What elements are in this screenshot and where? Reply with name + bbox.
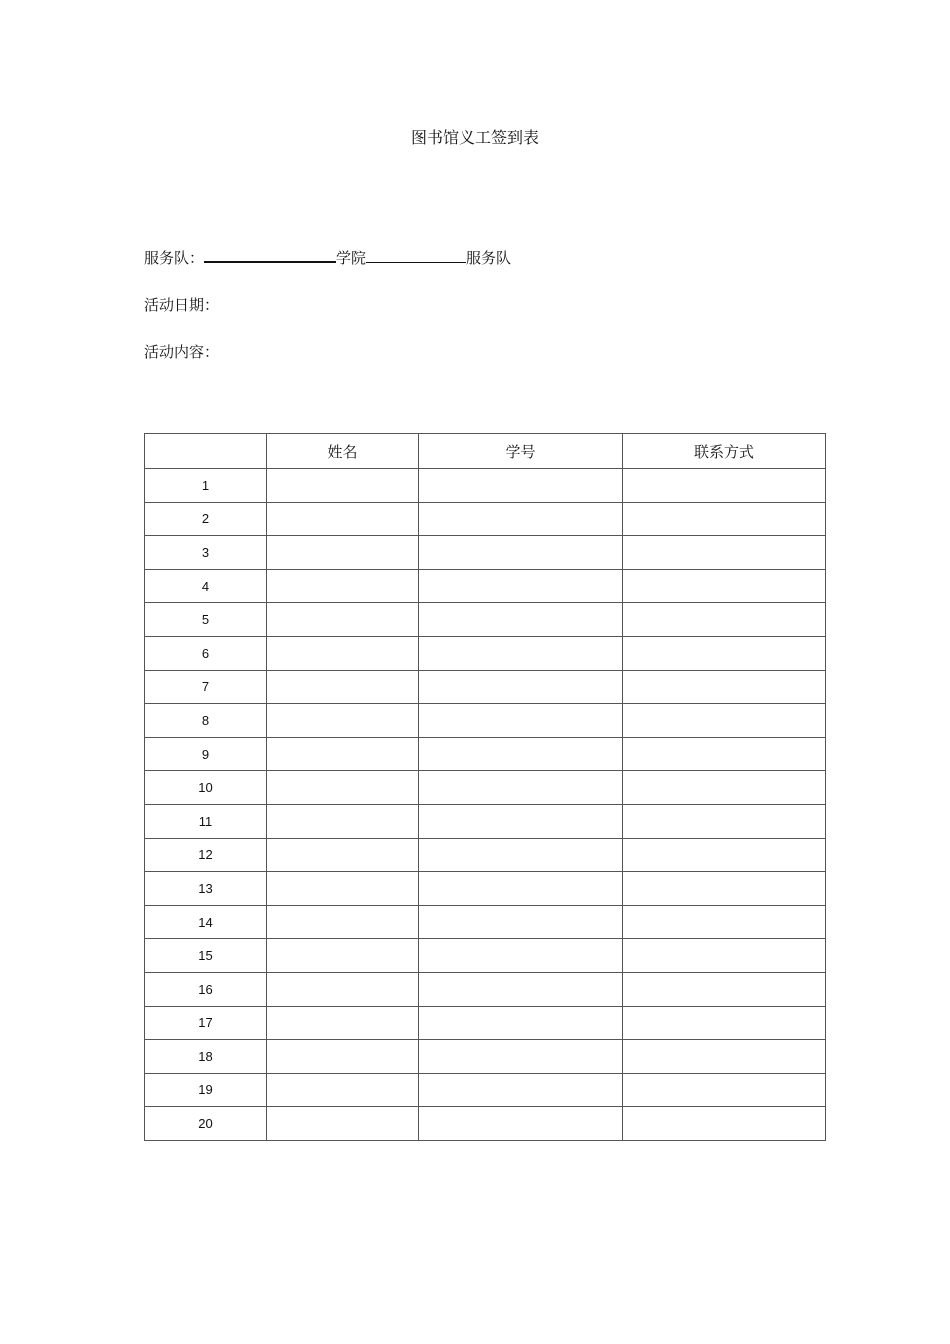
- contact-cell[interactable]: [623, 972, 826, 1006]
- name-cell[interactable]: [267, 1073, 419, 1107]
- date-line: [144, 294, 219, 316]
- table-row: [145, 838, 826, 872]
- student-id-cell[interactable]: [419, 905, 623, 939]
- header-index: [145, 434, 267, 469]
- student-id-cell[interactable]: [419, 536, 623, 570]
- student-id-cell[interactable]: [419, 603, 623, 637]
- table-row: [145, 872, 826, 906]
- row-number: 10: [145, 771, 267, 805]
- row-number: 8: [145, 704, 267, 738]
- team-suffix-label: 服务队: [466, 249, 512, 267]
- row-number: 13: [145, 872, 267, 906]
- contact-cell[interactable]: [623, 536, 826, 570]
- name-cell[interactable]: [267, 771, 419, 805]
- name-cell[interactable]: [267, 905, 419, 939]
- name-cell[interactable]: [267, 670, 419, 704]
- signin-table: [144, 433, 826, 1141]
- row-number: 16: [145, 972, 267, 1006]
- table-body: [145, 469, 826, 1141]
- table-row: [145, 771, 826, 805]
- row-number: 20: [145, 1107, 267, 1141]
- student-id-cell[interactable]: [419, 972, 623, 1006]
- name-cell[interactable]: [267, 603, 419, 637]
- row-number: 15: [145, 939, 267, 973]
- table-row: [145, 603, 826, 637]
- name-cell[interactable]: [267, 872, 419, 906]
- college-blank-field[interactable]: [204, 247, 336, 263]
- table-row: [145, 939, 826, 973]
- name-cell[interactable]: [267, 536, 419, 570]
- row-number: 19: [145, 1073, 267, 1107]
- row-number: 1: [145, 469, 267, 503]
- name-cell[interactable]: [267, 704, 419, 738]
- row-number: 7: [145, 670, 267, 704]
- team-line: [144, 247, 511, 269]
- contact-cell[interactable]: [623, 469, 826, 503]
- contact-cell[interactable]: [623, 603, 826, 637]
- row-number: 3: [145, 536, 267, 570]
- contact-cell[interactable]: [623, 838, 826, 872]
- header-name: 姓名: [267, 434, 419, 469]
- name-cell[interactable]: [267, 469, 419, 503]
- name-cell[interactable]: [267, 939, 419, 973]
- table-row: [145, 469, 826, 503]
- student-id-cell[interactable]: [419, 838, 623, 872]
- table-row: [145, 1073, 826, 1107]
- contact-cell[interactable]: [623, 872, 826, 906]
- contact-cell[interactable]: [623, 704, 826, 738]
- row-number: 12: [145, 838, 267, 872]
- contact-cell[interactable]: [623, 905, 826, 939]
- table-row: [145, 905, 826, 939]
- contact-cell[interactable]: [623, 1040, 826, 1074]
- name-cell[interactable]: [267, 636, 419, 670]
- student-id-cell[interactable]: [419, 1040, 623, 1074]
- student-id-cell[interactable]: [419, 737, 623, 771]
- table-row: [145, 737, 826, 771]
- contact-cell[interactable]: [623, 670, 826, 704]
- row-number: 11: [145, 804, 267, 838]
- name-cell[interactable]: [267, 1040, 419, 1074]
- student-id-cell[interactable]: [419, 704, 623, 738]
- student-id-cell[interactable]: [419, 1107, 623, 1141]
- contact-cell[interactable]: [623, 636, 826, 670]
- table-row: [145, 502, 826, 536]
- student-id-cell[interactable]: [419, 771, 623, 805]
- table-header-row: [145, 434, 826, 469]
- page-title: 图书馆义工签到表: [410, 128, 539, 147]
- contact-cell[interactable]: [623, 1107, 826, 1141]
- contact-cell[interactable]: [623, 502, 826, 536]
- student-id-cell[interactable]: [419, 670, 623, 704]
- student-id-cell[interactable]: [419, 1006, 623, 1040]
- table-row: [145, 1107, 826, 1141]
- name-cell[interactable]: [267, 502, 419, 536]
- contact-cell[interactable]: [623, 804, 826, 838]
- header-student-id: 学号: [419, 434, 623, 469]
- header-contact: 联系方式: [623, 434, 826, 469]
- row-number: 9: [145, 737, 267, 771]
- row-number: 5: [145, 603, 267, 637]
- student-id-cell[interactable]: [419, 636, 623, 670]
- date-label: 活动日期：: [144, 296, 220, 314]
- contact-cell[interactable]: [623, 569, 826, 603]
- name-cell[interactable]: [267, 804, 419, 838]
- table-row: [145, 704, 826, 738]
- college-label: 学院: [336, 249, 367, 267]
- table-row: [145, 804, 826, 838]
- table-row: [145, 536, 826, 570]
- student-id-cell[interactable]: [419, 939, 623, 973]
- student-id-cell[interactable]: [419, 804, 623, 838]
- table-row: [145, 569, 826, 603]
- row-number: 14: [145, 905, 267, 939]
- row-number: 4: [145, 569, 267, 603]
- contact-cell[interactable]: [623, 939, 826, 973]
- row-number: 6: [145, 636, 267, 670]
- row-number: 17: [145, 1006, 267, 1040]
- content-line: [144, 341, 219, 363]
- team-blank-field[interactable]: [366, 248, 466, 263]
- table-row: [145, 1006, 826, 1040]
- row-number: 18: [145, 1040, 267, 1074]
- team-label: 服务队：: [144, 249, 205, 267]
- student-id-cell[interactable]: [419, 502, 623, 536]
- name-cell[interactable]: [267, 1107, 419, 1141]
- student-id-cell[interactable]: [419, 1073, 623, 1107]
- contact-cell[interactable]: [623, 1006, 826, 1040]
- name-cell[interactable]: [267, 972, 419, 1006]
- table-row: [145, 1040, 826, 1074]
- name-cell[interactable]: [267, 838, 419, 872]
- contact-cell[interactable]: [623, 737, 826, 771]
- student-id-cell[interactable]: [419, 872, 623, 906]
- table-row: [145, 670, 826, 704]
- row-number: 2: [145, 502, 267, 536]
- name-cell[interactable]: [267, 569, 419, 603]
- student-id-cell[interactable]: [419, 569, 623, 603]
- contact-cell[interactable]: [623, 1073, 826, 1107]
- name-cell[interactable]: [267, 1006, 419, 1040]
- student-id-cell[interactable]: [419, 469, 623, 503]
- contact-cell[interactable]: [623, 771, 826, 805]
- table-row: [145, 636, 826, 670]
- table-row: [145, 972, 826, 1006]
- content-label: 活动内容：: [144, 343, 220, 361]
- name-cell[interactable]: [267, 737, 419, 771]
